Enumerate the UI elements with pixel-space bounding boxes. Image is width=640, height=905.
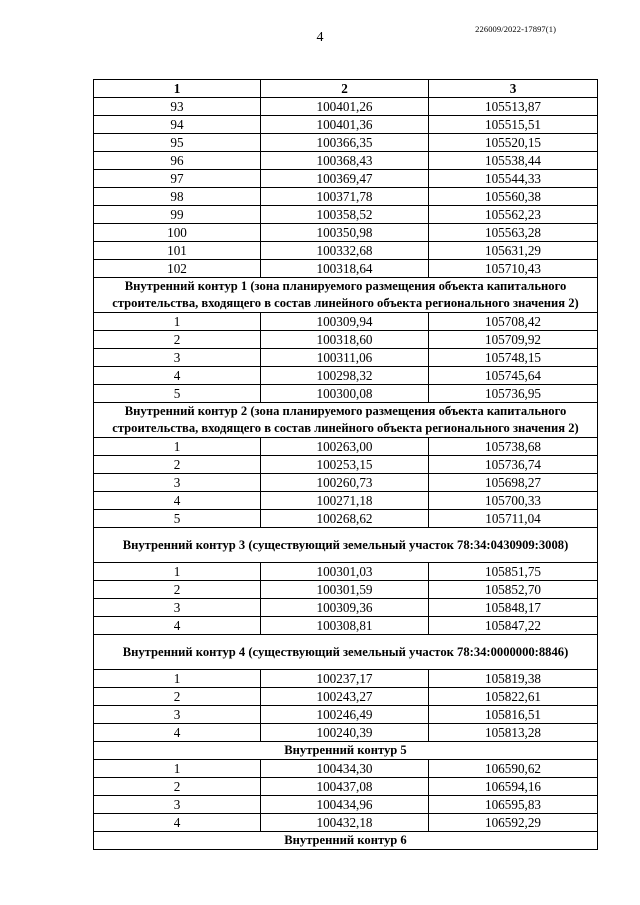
point-number-cell: 2 <box>94 331 261 349</box>
table-row <box>94 760 598 778</box>
y-coordinate-cell: 105819,38 <box>429 670 598 688</box>
header-cell-y: 3 <box>429 80 598 98</box>
point-number-cell: 5 <box>94 510 261 528</box>
table-row <box>94 134 598 152</box>
x-coordinate-cell: 100271,18 <box>261 492 429 510</box>
table-row <box>94 331 598 349</box>
table-row <box>94 706 598 724</box>
section-heading-row <box>94 403 598 438</box>
y-coordinate-cell: 105813,28 <box>429 724 598 742</box>
y-coordinate-cell: 105631,29 <box>429 242 598 260</box>
section-heading-row <box>94 528 598 563</box>
point-number-cell: 98 <box>94 188 261 206</box>
y-coordinate-cell: 105520,15 <box>429 134 598 152</box>
x-coordinate-cell: 100268,62 <box>261 510 429 528</box>
point-number-cell: 100 <box>94 224 261 242</box>
x-coordinate-cell: 100309,94 <box>261 313 429 331</box>
x-coordinate-cell: 100434,96 <box>261 796 429 814</box>
section-heading-row <box>94 832 598 850</box>
point-number-cell: 2 <box>94 688 261 706</box>
table-row <box>94 385 598 403</box>
table-row <box>94 206 598 224</box>
point-number-cell: 5 <box>94 385 261 403</box>
table-row <box>94 260 598 278</box>
table-row <box>94 724 598 742</box>
table-row <box>94 670 598 688</box>
point-number-cell: 96 <box>94 152 261 170</box>
x-coordinate-cell: 100369,47 <box>261 170 429 188</box>
x-coordinate-cell: 100309,36 <box>261 599 429 617</box>
y-coordinate-cell: 106590,62 <box>429 760 598 778</box>
x-coordinate-cell: 100318,60 <box>261 331 429 349</box>
x-coordinate-cell: 100298,32 <box>261 367 429 385</box>
table-row <box>94 474 598 492</box>
x-coordinate-cell: 100263,00 <box>261 438 429 456</box>
section-heading: Внутренний контур 1 (зона планируемого размещения объекта капитального строительства, входящего в состав линейного объекта регионального значения 2) <box>94 278 598 313</box>
y-coordinate-cell: 106592,29 <box>429 814 598 832</box>
point-number-cell: 3 <box>94 349 261 367</box>
point-number-cell: 4 <box>94 814 261 832</box>
section-heading-row <box>94 742 598 760</box>
point-number-cell: 101 <box>94 242 261 260</box>
x-coordinate-cell: 100243,27 <box>261 688 429 706</box>
x-coordinate-cell: 100300,08 <box>261 385 429 403</box>
table-row <box>94 116 598 134</box>
table-row <box>94 98 598 116</box>
y-coordinate-cell: 105852,70 <box>429 581 598 599</box>
table-row <box>94 456 598 474</box>
point-number-cell: 4 <box>94 492 261 510</box>
point-number-cell: 4 <box>94 724 261 742</box>
header-cell-x: 2 <box>261 80 429 98</box>
table-row <box>94 367 598 385</box>
x-coordinate-cell: 100308,81 <box>261 617 429 635</box>
y-coordinate-cell: 105513,87 <box>429 98 598 116</box>
point-number-cell: 4 <box>94 617 261 635</box>
table-header-row <box>94 80 598 98</box>
y-coordinate-cell: 105563,28 <box>429 224 598 242</box>
table-row <box>94 224 598 242</box>
y-coordinate-cell: 105736,74 <box>429 456 598 474</box>
y-coordinate-cell: 105816,51 <box>429 706 598 724</box>
y-coordinate-cell: 105851,75 <box>429 563 598 581</box>
y-coordinate-cell: 105710,43 <box>429 260 598 278</box>
point-number-cell: 2 <box>94 581 261 599</box>
y-coordinate-cell: 105822,61 <box>429 688 598 706</box>
table-row <box>94 313 598 331</box>
table-row <box>94 170 598 188</box>
point-number-cell: 93 <box>94 98 261 116</box>
point-number-cell: 3 <box>94 599 261 617</box>
table-row <box>94 688 598 706</box>
table-row <box>94 599 598 617</box>
point-number-cell: 1 <box>94 313 261 331</box>
x-coordinate-cell: 100401,36 <box>261 116 429 134</box>
x-coordinate-cell: 100368,43 <box>261 152 429 170</box>
point-number-cell: 1 <box>94 760 261 778</box>
point-number-cell: 95 <box>94 134 261 152</box>
point-number-cell: 3 <box>94 474 261 492</box>
y-coordinate-cell: 105544,33 <box>429 170 598 188</box>
y-coordinate-cell: 105515,51 <box>429 116 598 134</box>
y-coordinate-cell: 105560,38 <box>429 188 598 206</box>
y-coordinate-cell: 105847,22 <box>429 617 598 635</box>
y-coordinate-cell: 105700,33 <box>429 492 598 510</box>
point-number-cell: 3 <box>94 706 261 724</box>
table-row <box>94 188 598 206</box>
section-heading: Внутренний контур 5 <box>94 742 598 760</box>
table-row <box>94 510 598 528</box>
table-row <box>94 617 598 635</box>
y-coordinate-cell: 105848,17 <box>429 599 598 617</box>
table-row <box>94 492 598 510</box>
y-coordinate-cell: 105738,68 <box>429 438 598 456</box>
x-coordinate-cell: 100350,98 <box>261 224 429 242</box>
x-coordinate-cell: 100301,03 <box>261 563 429 581</box>
y-coordinate-cell: 105708,42 <box>429 313 598 331</box>
x-coordinate-cell: 100434,30 <box>261 760 429 778</box>
x-coordinate-cell: 100358,52 <box>261 206 429 224</box>
section-heading: Внутренний контур 6 <box>94 832 598 850</box>
point-number-cell: 1 <box>94 670 261 688</box>
y-coordinate-cell: 105709,92 <box>429 331 598 349</box>
point-number-cell: 3 <box>94 796 261 814</box>
x-coordinate-cell: 100401,26 <box>261 98 429 116</box>
y-coordinate-cell: 106595,83 <box>429 796 598 814</box>
table-row <box>94 796 598 814</box>
point-number-cell: 1 <box>94 563 261 581</box>
y-coordinate-cell: 105698,27 <box>429 474 598 492</box>
point-number-cell: 94 <box>94 116 261 134</box>
table-row <box>94 814 598 832</box>
point-number-cell: 1 <box>94 438 261 456</box>
table-row <box>94 438 598 456</box>
x-coordinate-cell: 100318,64 <box>261 260 429 278</box>
y-coordinate-cell: 105748,15 <box>429 349 598 367</box>
y-coordinate-cell: 105711,04 <box>429 510 598 528</box>
point-number-cell: 2 <box>94 778 261 796</box>
point-number-cell: 4 <box>94 367 261 385</box>
table-row <box>94 581 598 599</box>
table-row <box>94 778 598 796</box>
x-coordinate-cell: 100432,18 <box>261 814 429 832</box>
coordinates-table-body <box>94 80 598 850</box>
x-coordinate-cell: 100301,59 <box>261 581 429 599</box>
y-coordinate-cell: 106594,16 <box>429 778 598 796</box>
point-number-cell: 102 <box>94 260 261 278</box>
table-row <box>94 242 598 260</box>
section-heading: Внутренний контур 4 (существующий земельный участок 78:34:0000000:8846) <box>94 635 598 670</box>
x-coordinate-cell: 100253,15 <box>261 456 429 474</box>
y-coordinate-cell: 105745,64 <box>429 367 598 385</box>
x-coordinate-cell: 100246,49 <box>261 706 429 724</box>
y-coordinate-cell: 105736,95 <box>429 385 598 403</box>
x-coordinate-cell: 100437,08 <box>261 778 429 796</box>
x-coordinate-cell: 100260,73 <box>261 474 429 492</box>
header-cell-point: 1 <box>94 80 261 98</box>
table-row <box>94 152 598 170</box>
x-coordinate-cell: 100240,39 <box>261 724 429 742</box>
section-heading: Внутренний контур 3 (существующий земельный участок 78:34:0430909:3008) <box>94 528 598 563</box>
section-heading: Внутренний контур 2 (зона планируемого размещения объекта капитального строительства, входящего в состав линейного объекта регионального значения 2) <box>94 403 598 438</box>
y-coordinate-cell: 105562,23 <box>429 206 598 224</box>
document-id: 226009/2022-17897(1) <box>475 24 556 34</box>
section-heading-row <box>94 635 598 670</box>
y-coordinate-cell: 105538,44 <box>429 152 598 170</box>
table-row <box>94 349 598 367</box>
point-number-cell: 2 <box>94 456 261 474</box>
section-heading-row <box>94 278 598 313</box>
point-number-cell: 97 <box>94 170 261 188</box>
x-coordinate-cell: 100366,35 <box>261 134 429 152</box>
coordinates-table <box>93 79 598 850</box>
point-number-cell: 99 <box>94 206 261 224</box>
page-number: 4 <box>316 30 324 45</box>
x-coordinate-cell: 100332,68 <box>261 242 429 260</box>
x-coordinate-cell: 100311,06 <box>261 349 429 367</box>
x-coordinate-cell: 100371,78 <box>261 188 429 206</box>
table-row <box>94 563 598 581</box>
x-coordinate-cell: 100237,17 <box>261 670 429 688</box>
